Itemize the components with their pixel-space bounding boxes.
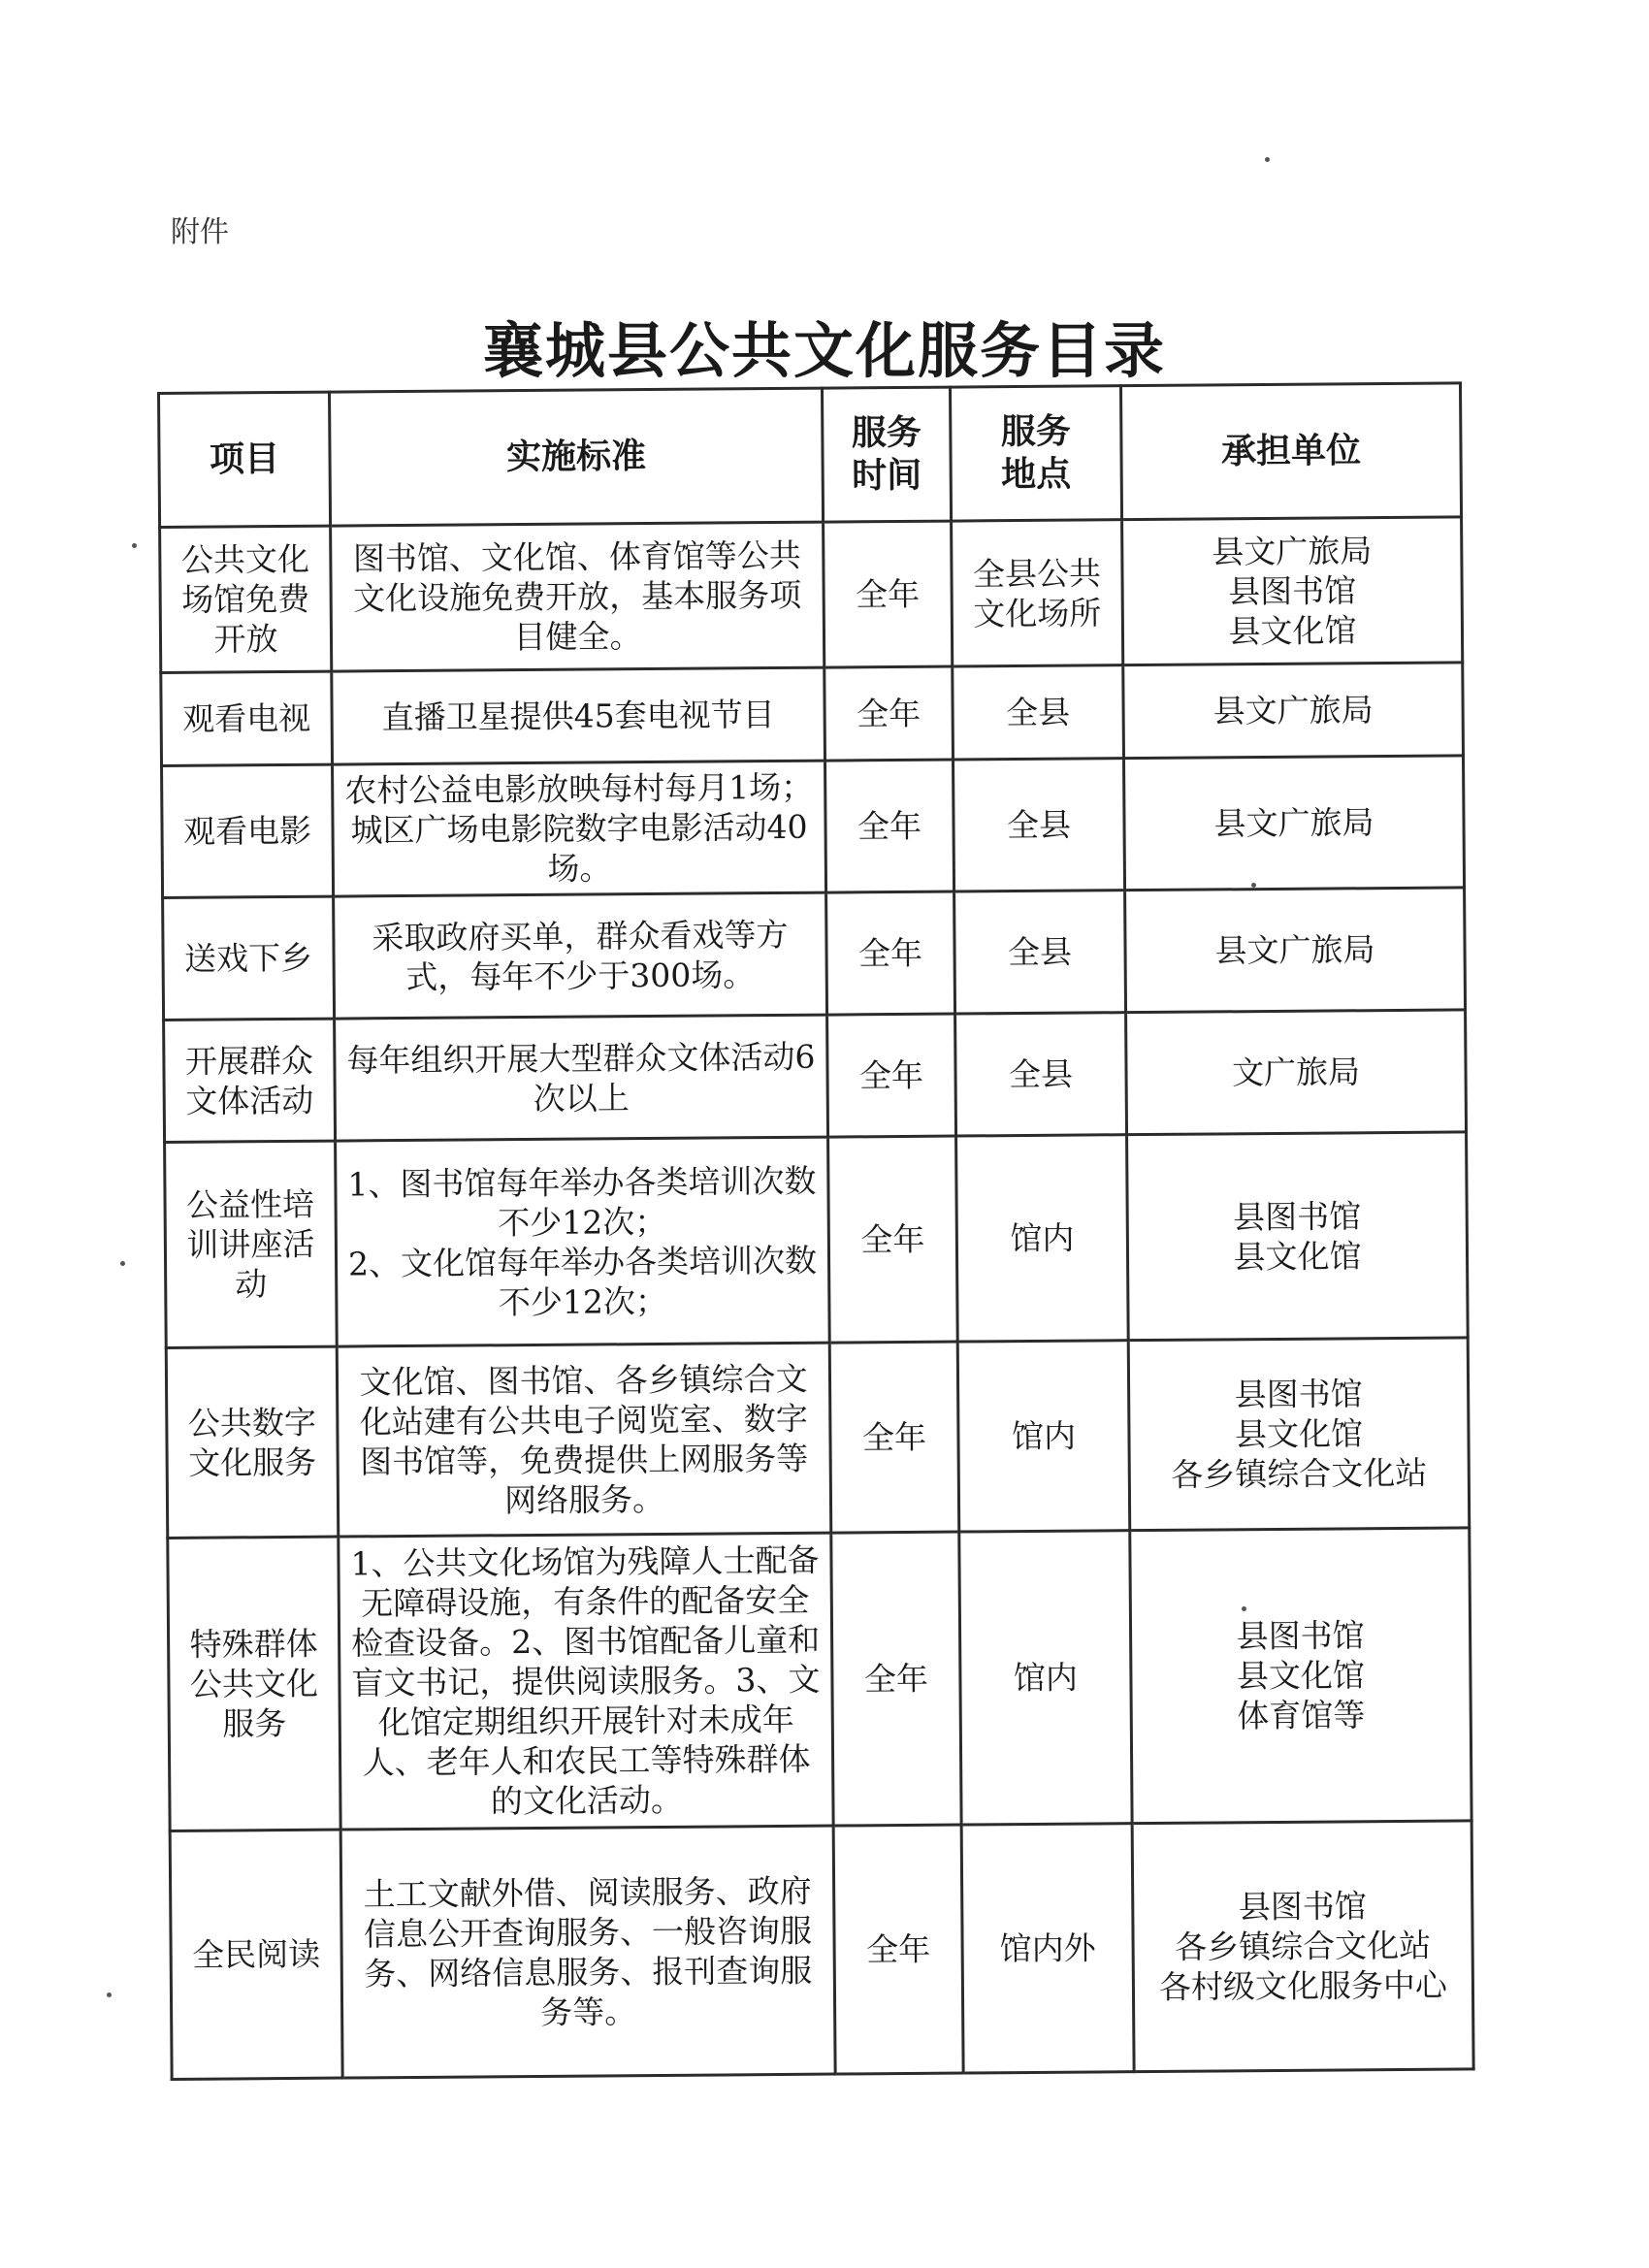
header-place: 服务 地点: [950, 386, 1121, 521]
cell-unit: 县图书馆 县文化馆 体育馆等: [1130, 1528, 1471, 1824]
table-row: [163, 888, 1466, 1021]
cell-place: 馆内: [956, 1135, 1129, 1342]
cell-place: 全县: [953, 665, 1124, 760]
cell-unit: 县图书馆 各乡镇综合文化站 各村级文化服务中心: [1132, 1821, 1473, 2072]
cell-standard: 1、公共文化场馆为残障人士配备无障碍设施，有条件的配备安全检查设备。2、图书馆配备儿童和盲文书记，提供阅读服务。3、文化馆定期组织开展针对未成年人、老年人和农民工等特殊群体的文化活动。: [339, 1533, 833, 1830]
cell-time: 全年: [828, 1136, 958, 1343]
cell-item: 开展群众文体活动: [164, 1019, 336, 1142]
cell-item: 公益性培训讲座活动: [165, 1141, 338, 1347]
cell-place: 馆内: [959, 1531, 1132, 1825]
cell-unit: 文广旅局: [1126, 1010, 1467, 1135]
scan-speck: [132, 543, 137, 548]
cell-item: 公共数字文化服务: [166, 1346, 339, 1538]
cell-standard: 直播卫星提供45套电视节目: [332, 667, 825, 764]
table-row: [164, 1010, 1467, 1143]
cell-time: 全年: [827, 1014, 956, 1137]
scan-speck: [107, 1993, 112, 1997]
document-title: 襄城县公共文化服务目录: [482, 315, 1166, 386]
cell-place: 馆内: [957, 1341, 1130, 1532]
service-catalog-table: [157, 381, 1475, 2081]
cell-standard: 采取政府买单，群众看戏等方式，每年不少于300场。: [334, 892, 827, 1019]
table-header-row: [159, 383, 1462, 528]
scan-speck: [120, 1261, 125, 1266]
cell-standard: 土工文献外借、阅读服务、政府信息公开查询服务、一般咨询服务、网络信息服务、报刊查询服务等。: [340, 1826, 835, 2078]
cell-unit: 县文广旅局 县图书馆 县文化馆: [1122, 517, 1463, 665]
cell-item: 观看电视: [161, 671, 333, 765]
cell-time: 全年: [829, 1342, 959, 1533]
cell-item: 全民阅读: [170, 1830, 342, 2079]
table-row: [165, 1132, 1469, 1348]
cell-unit: 县文广旅局: [1123, 663, 1464, 759]
table-row: [166, 1338, 1469, 1539]
header-time: 服务 时间: [822, 387, 951, 522]
cell-standard: 农村公益电影放映每村每月1场；城区广场电影院数字电影活动40场。: [333, 761, 826, 896]
cell-unit: 县图书馆 县文化馆: [1127, 1132, 1469, 1341]
cell-item: 送戏下乡: [163, 896, 335, 1020]
cell-item: 特殊群体公共文化服务: [168, 1537, 340, 1831]
table-row: [168, 1528, 1471, 1831]
header-standard: 实施标准: [330, 388, 824, 526]
table-row: [162, 756, 1465, 898]
cell-unit: 县图书馆 县文化馆 各乡镇综合文化站: [1128, 1338, 1470, 1531]
header-unit: 承担单位: [1120, 383, 1461, 520]
cell-place: 全县: [954, 759, 1125, 891]
header-item: 项目: [159, 392, 331, 527]
cell-standard: 每年组织开展大型群众文体活动6次以上: [335, 1015, 828, 1141]
cell-time: 全年: [833, 1825, 963, 2074]
cell-standard: 文化馆、图书馆、各乡镇综合文化站建有公共电子阅览室、数字图书馆等，免费提供上网服务等网络服务。: [337, 1343, 831, 1537]
cell-place: 馆内外: [961, 1824, 1134, 2073]
cell-time: 全年: [824, 666, 954, 761]
cell-time: 全年: [825, 760, 954, 892]
cell-standard: 1、图书馆每年举办各类培训次数不少12次； 2、文化馆每年举办各类培训次数不少12次；: [336, 1137, 830, 1346]
table-row: [161, 663, 1464, 766]
cell-time: 全年: [831, 1532, 961, 1826]
cell-unit: 县文广旅局: [1125, 888, 1466, 1013]
cell-place: 全县公共文化场所: [952, 520, 1123, 666]
cell-item: 观看电影: [162, 764, 334, 897]
cell-standard: 图书馆、文化馆、体育馆等公共文化设施免费开放，基本服务项目健全。: [331, 522, 824, 671]
table-row: [160, 517, 1463, 673]
cell-place: 全县: [954, 891, 1126, 1014]
scan-speck: [1251, 883, 1256, 888]
cell-unit: 县文广旅局: [1123, 756, 1464, 891]
table-row: [170, 1821, 1473, 2080]
cell-time: 全年: [824, 521, 953, 667]
cell-time: 全年: [826, 891, 955, 1015]
scan-speck: [1242, 1606, 1246, 1611]
annex-label: 附件: [171, 215, 229, 249]
scan-speck: [1265, 157, 1270, 162]
cell-place: 全县: [955, 1013, 1127, 1136]
cell-item: 公共文化场馆免费开放: [160, 526, 332, 672]
